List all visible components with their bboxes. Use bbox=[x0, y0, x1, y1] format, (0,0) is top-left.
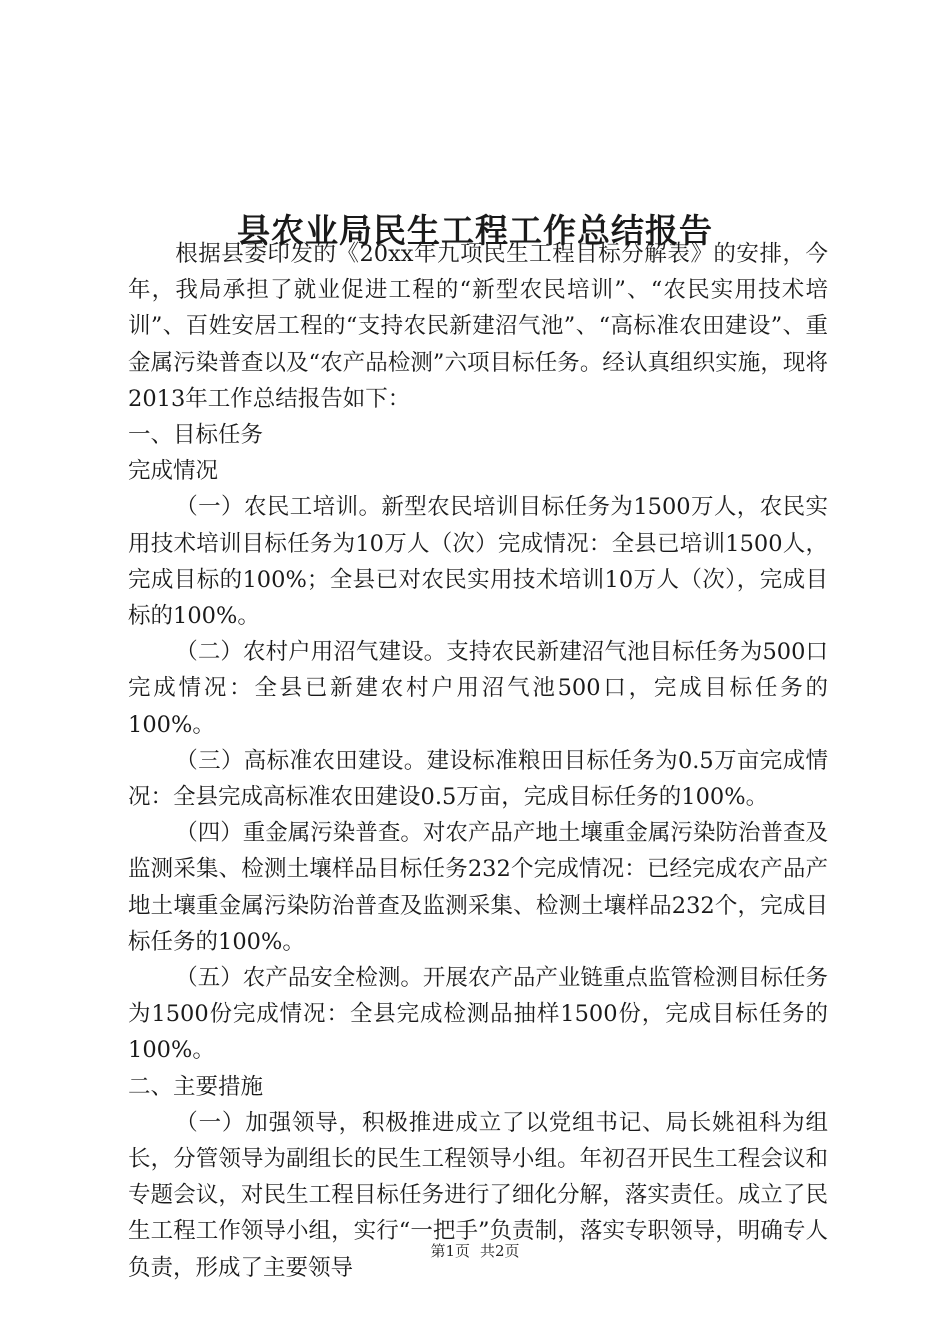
item-paragraph-1: （一）农民工培训。新型农民培训目标任务为1500万人，农民实用技术培训目标任务为10万人（次）完成情况：全县已培训1500人，完成目标的100%；全县已对农民实用技术培训10万人（次），完成目标的100%。 bbox=[128, 494, 828, 630]
intro-paragraph: 根据县委印发的《20xx年九项民生工程目标分解表》的安排，今年，我局承担了就业促进工程的“新型农民培训”、“农民实用技术培训”、百姓安居工程的“支持农民新建沼气池”、“高标准农田建设”、重金属污染普查以及“农产品检测”六项目标任务。经认真组织实施，现将2013年工作总结报告如下： bbox=[128, 241, 828, 412]
section-heading-targets: 一、目标任务 bbox=[128, 422, 264, 449]
item-paragraph-2: （二）农村户用沼气建设。支持农民新建沼气池目标任务为500口完成情况：全县已新建农村户用沼气池500口，完成目标任务的100%。 bbox=[128, 639, 828, 738]
document-body bbox=[128, 236, 828, 1286]
item-paragraph-3: （三）高标准农田建设。建设标准粮田目标任务为0.5万亩完成情况：全县完成高标准农田建设0.5万亩，完成目标任务的100%。 bbox=[128, 747, 828, 811]
page-total: 共2页 bbox=[480, 1242, 520, 1260]
section-heading-measures: 二、主要措施 bbox=[128, 1073, 264, 1100]
page-number: 第1页 bbox=[430, 1242, 470, 1260]
item-paragraph-4: （四）重金属污染普查。对农产品产地土壤重金属污染防治普查及监测采集、检测土壤样品目标任务232个完成情况：已经完成农产品产地土壤重金属污染防治普查及监测采集、检测土壤样品232个，完成目标任务的100%。 bbox=[128, 820, 828, 955]
page-footer bbox=[0, 1240, 950, 1262]
item-paragraph-5: （五）农产品安全检测。开展农产品产业链重点监管检测目标任务为1500份完成情况：全县完成检测品抽样1500份，完成目标任务的100%。 bbox=[128, 965, 828, 1064]
measure-paragraph-1: （一）加强领导，积极推进成立了以党组书记、局长姚祖科为组长，分管领导为副组长的民生工程领导小组。年初召开民生工程会议和专题会议，对民生工程目标任务进行了细化分解，落实责任。成立了民生工程工作领导小组，实行“一把手”负责制，落实专职领导，明确专人负责，形成了主要领导 bbox=[128, 1109, 828, 1281]
subheading-completion: 完成情况 bbox=[128, 458, 219, 485]
document-title: 县农业局民生工程工作总结报告 bbox=[237, 211, 713, 251]
